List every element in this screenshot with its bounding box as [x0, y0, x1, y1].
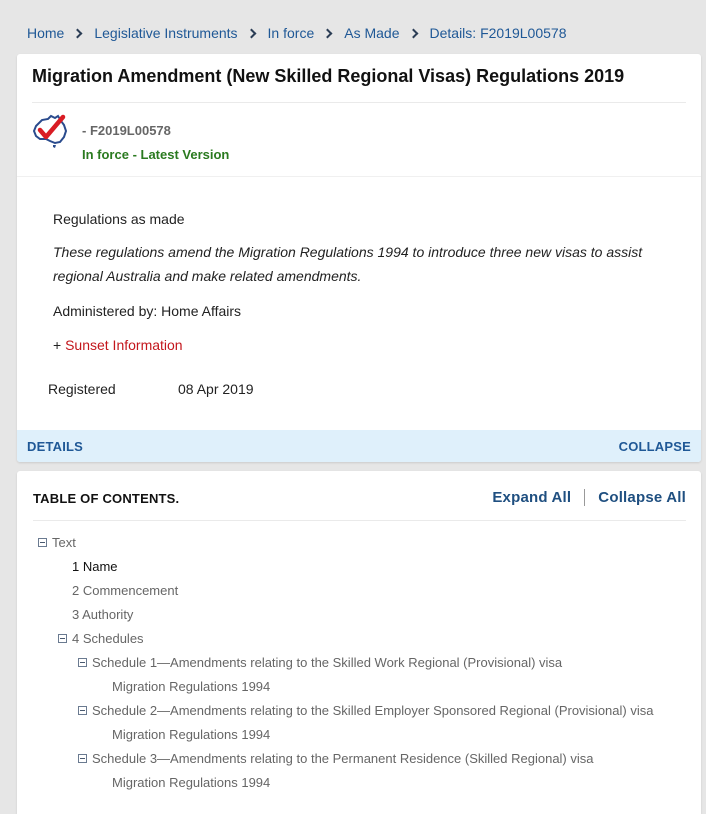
toc-item-label: Migration Regulations 1994	[112, 727, 271, 742]
breadcrumb	[27, 24, 567, 42]
registered-label: Registered	[48, 381, 116, 397]
divider	[17, 176, 701, 177]
breadcrumb-in-force[interactable]: In force	[267, 25, 315, 41]
divider	[33, 520, 686, 521]
administered-by: Administered by: Home Affairs	[53, 303, 242, 319]
toc-item-label: Migration Regulations 1994	[112, 679, 271, 694]
toc-item-schedule-1-migration-regulations[interactable]	[112, 679, 270, 694]
toc-item-label: Schedule 3—Amendments relating to the Permanent Residence (Skilled Regional) visa	[92, 751, 594, 766]
sunset-information	[53, 337, 183, 353]
breadcrumb-as-made[interactable]: As Made	[344, 25, 400, 41]
expand-plus-icon: +	[53, 337, 62, 353]
toc-title: TABLE OF CONTENTS.	[33, 491, 180, 506]
toc-item-schedule-1[interactable]	[78, 655, 562, 670]
chevron-right-icon	[73, 28, 83, 38]
toc-item-commencement[interactable]	[72, 583, 178, 598]
toc-item-label: Migration Regulations 1994	[112, 775, 271, 790]
toc-item-name[interactable]	[72, 559, 118, 574]
toc-item-label: Schedule 2—Amendments relating to the Skilled Employer Sponsored Regional (Provisional) visa	[92, 703, 654, 718]
toc-item-text[interactable]	[38, 535, 76, 550]
collapse-all-button[interactable]: Collapse All	[598, 489, 686, 506]
collapse-button[interactable]: COLLAPSE	[618, 439, 691, 454]
collapse-minus-icon[interactable]	[38, 538, 47, 547]
divider	[32, 102, 686, 103]
registered-date: 08 Apr 2019	[178, 381, 254, 397]
toc-item-label: 3 Authority	[72, 607, 134, 622]
document-description: These regulations amend the Migration Regulations 1994 to introduce three new visas to assist regional Australia and make related amendments.	[53, 244, 643, 284]
collapse-minus-icon[interactable]	[78, 658, 87, 667]
collapse-minus-icon[interactable]	[78, 706, 87, 715]
document-type: Regulations as made	[53, 211, 185, 227]
breadcrumb-home[interactable]: Home	[27, 25, 65, 41]
document-id: - F2019L00578	[82, 123, 171, 138]
chevron-right-icon	[408, 28, 418, 38]
toc-actions	[492, 489, 686, 506]
australia-tick-logo-icon	[31, 114, 69, 150]
toc-item-schedules[interactable]	[58, 631, 144, 646]
chevron-right-icon	[246, 28, 256, 38]
toc-item-label: 1 Name	[72, 559, 118, 574]
collapse-minus-icon[interactable]	[58, 634, 67, 643]
details-toggle[interactable]: DETAILS	[27, 439, 84, 454]
toc-item-label: 4 Schedules	[72, 631, 144, 646]
toc-item-authority[interactable]	[72, 607, 133, 622]
toc-item-schedule-2[interactable]	[78, 703, 653, 718]
toc-item-label: 2 Commencement	[72, 583, 179, 598]
toc-item-schedule-3[interactable]	[78, 751, 594, 766]
expand-all-button[interactable]: Expand All	[492, 489, 572, 506]
divider	[584, 489, 585, 506]
breadcrumb-details[interactable]: Details: F2019L00578	[429, 25, 567, 41]
details-bar	[17, 430, 701, 462]
status-badge: In force - Latest Version	[82, 147, 230, 162]
toc-item-schedule-3-migration-regulations[interactable]	[112, 775, 270, 790]
page-title: Migration Amendment (New Skilled Regional Visas) Regulations 2019	[32, 66, 625, 86]
table-of-contents-card	[17, 471, 701, 814]
breadcrumb-legislative-instruments[interactable]: Legislative Instruments	[94, 25, 238, 41]
toc-item-label: Schedule 1—Amendments relating to the Skilled Work Regional (Provisional) visa	[92, 655, 563, 670]
collapse-minus-icon[interactable]	[78, 754, 87, 763]
toc-item-schedule-2-migration-regulations[interactable]	[112, 727, 270, 742]
toc-item-label: Text	[52, 535, 76, 550]
chevron-right-icon	[323, 28, 333, 38]
document-details-card	[17, 54, 701, 462]
sunset-information-link[interactable]: Sunset Information	[65, 337, 183, 353]
